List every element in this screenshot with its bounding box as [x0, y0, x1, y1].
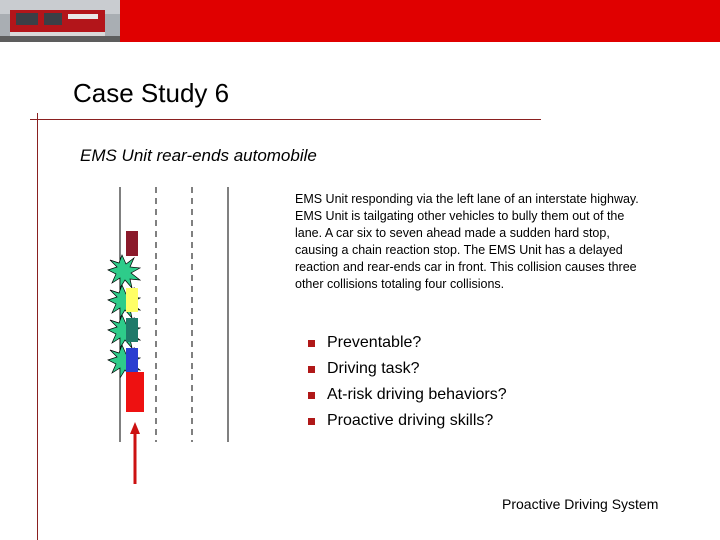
- question-text: At-risk driving behaviors?: [327, 386, 507, 403]
- up-arrow-icon: [130, 422, 140, 484]
- car-2: [126, 288, 138, 312]
- question-list: [308, 330, 507, 434]
- car-1: [126, 231, 138, 256]
- fire-truck-illustration: [0, 0, 120, 42]
- fire-truck-photo: [0, 0, 120, 42]
- footer-text: Proactive Driving System: [502, 496, 659, 512]
- car-4: [126, 348, 138, 372]
- slide-subtitle: EMS Unit rear-ends automobile: [80, 146, 317, 165]
- list-item: [308, 330, 507, 356]
- list-item: [308, 408, 507, 434]
- case-description: EMS Unit responding via the left lane of an interstate highway. EMS Unit is tailgating other vehicles to bully them out of the lane. A car six to seven ahead made a sudden hard stop, causing a chain reaction stop. The EMS Unit has a delayed reaction and rear-ends car in front. This collision causes three other collisions totaling four collisions.: [295, 192, 639, 291]
- square-bullet-icon: [308, 418, 315, 425]
- car-3: [126, 318, 138, 342]
- list-item: [308, 382, 507, 408]
- square-bullet-icon: [308, 340, 315, 347]
- title-divider: [30, 119, 541, 120]
- collision-diagram: [100, 180, 240, 485]
- slide-title: Case Study 6: [73, 78, 230, 108]
- left-rule: [37, 113, 38, 540]
- question-text: Preventable?: [327, 334, 422, 351]
- ems-unit: [126, 372, 144, 412]
- question-text: Driving task?: [327, 360, 420, 377]
- list-item: [308, 356, 507, 382]
- square-bullet-icon: [308, 366, 315, 373]
- question-text: Proactive driving skills?: [327, 412, 494, 429]
- square-bullet-icon: [308, 392, 315, 399]
